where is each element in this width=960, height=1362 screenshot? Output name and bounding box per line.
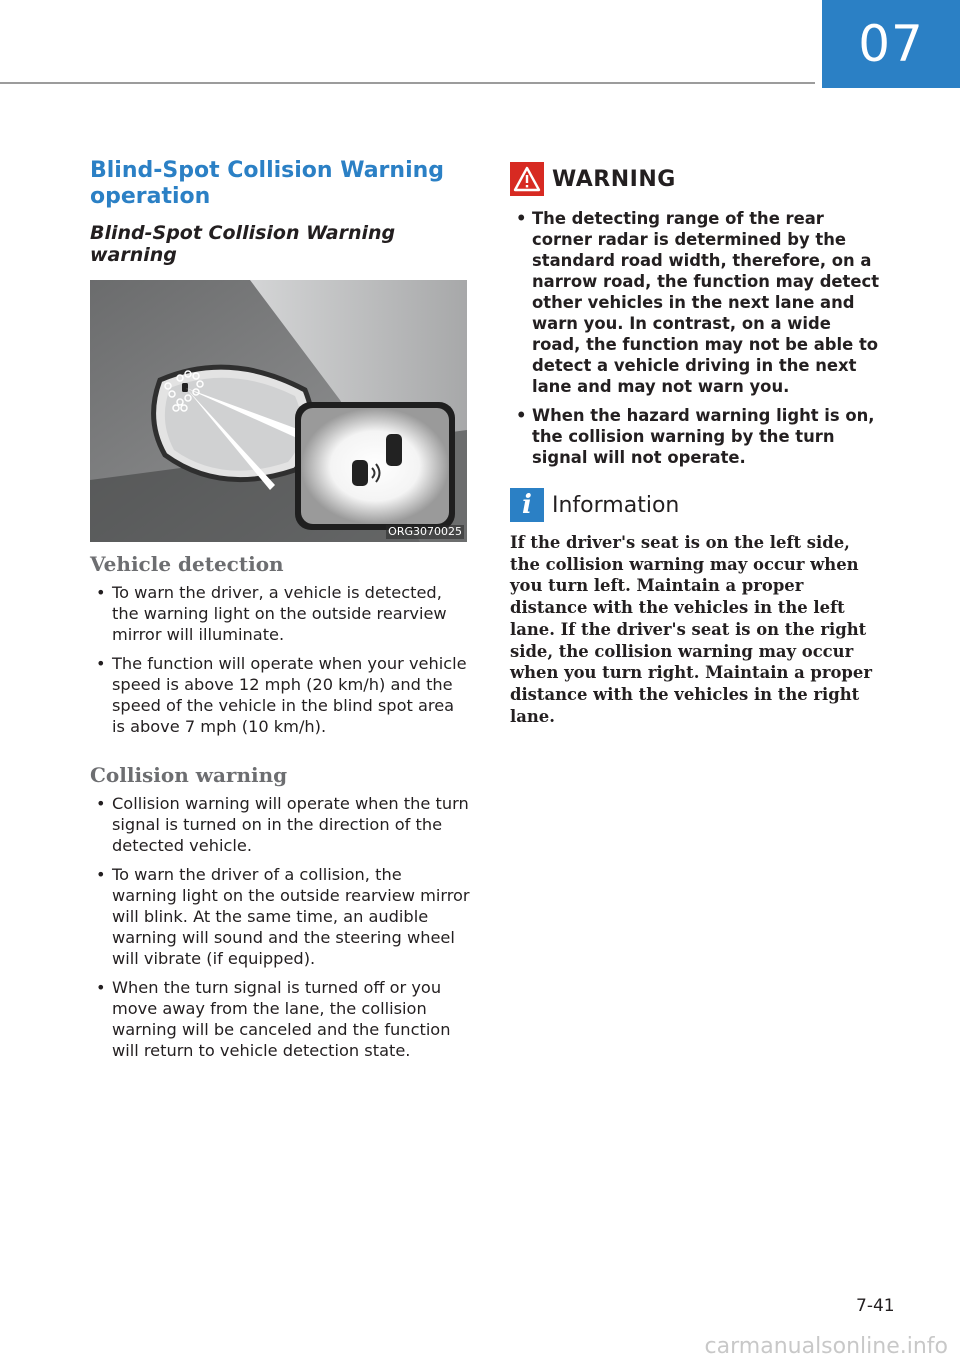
list-item: • Collision warning will operate when the turn signal is turned on in the direction of the detected vehicle. (90, 793, 470, 856)
section-title: Blind-Spot Collision Warning operation (90, 158, 445, 209)
heading-collision-warning: Collision warning (90, 763, 288, 787)
information-text: If the driver's seat is on the left side, the collision warning may occur when you turn left. Maintain a proper distance with the vehicles in the left lane. If the driver's seat is on the right side, the collision warning may occur when you turn right. Maintain a proper distance with the vehicles in the right lane. (510, 533, 872, 726)
chapter-tab: 07 (822, 0, 960, 88)
list-item: • To warn the driver, a vehicle is detected, the warning light on the outside rearview mirror will illuminate. (90, 582, 470, 645)
sub-title: Blind-Spot Collision Warning warning (90, 222, 396, 266)
list-item: • The detecting range of the rear corner radar is determined by the standard road width, therefore, on a narrow road, the function may detect other vehicles in the next lane and warn you. In contrast, on a wide road, the function may not be able to detect a vehicle driving in the next lane and may not warn you. (510, 208, 880, 397)
collision-warning-list (90, 793, 470, 1061)
list-item: • When the hazard warning light is on, the collision warning by the turn signal will not operate. (510, 405, 880, 468)
warning-title: WARNING (552, 166, 676, 192)
list-item: • When the turn signal is turned off or you move away from the lane, the collision warning will be canceled and the function will return to vehicle detection state. (90, 977, 470, 1061)
header-rule (0, 82, 815, 84)
information-header (510, 488, 880, 522)
mirror-illustration (90, 280, 467, 542)
list-item: • The function will operate when your vehicle speed is above 12 mph (20 km/h) and the speed of the vehicle in the blind spot area is above 7 mph (10 km/h). (90, 653, 470, 737)
information-title: Information (552, 492, 680, 518)
warning-header (510, 162, 880, 196)
warning-list (510, 208, 880, 468)
warning-triangle-icon (510, 162, 544, 196)
page-number: 7-41 (856, 1296, 895, 1316)
right-column (510, 158, 880, 727)
heading-vehicle-detection: Vehicle detection (90, 552, 284, 576)
watermark: carmanualsonline.info (704, 1334, 948, 1359)
figure-code: ORG3070025 (388, 525, 462, 538)
vehicle-detection-list (90, 582, 470, 737)
mirror-illustration-graphic (90, 280, 467, 542)
left-column (90, 158, 470, 1071)
list-item: • To warn the driver of a collision, the warning light on the outside rearview mirror will blink. At the same time, an audible warning will sound and the steering wheel will vibrate (if equipped). (90, 864, 470, 969)
info-icon: i (510, 488, 544, 522)
